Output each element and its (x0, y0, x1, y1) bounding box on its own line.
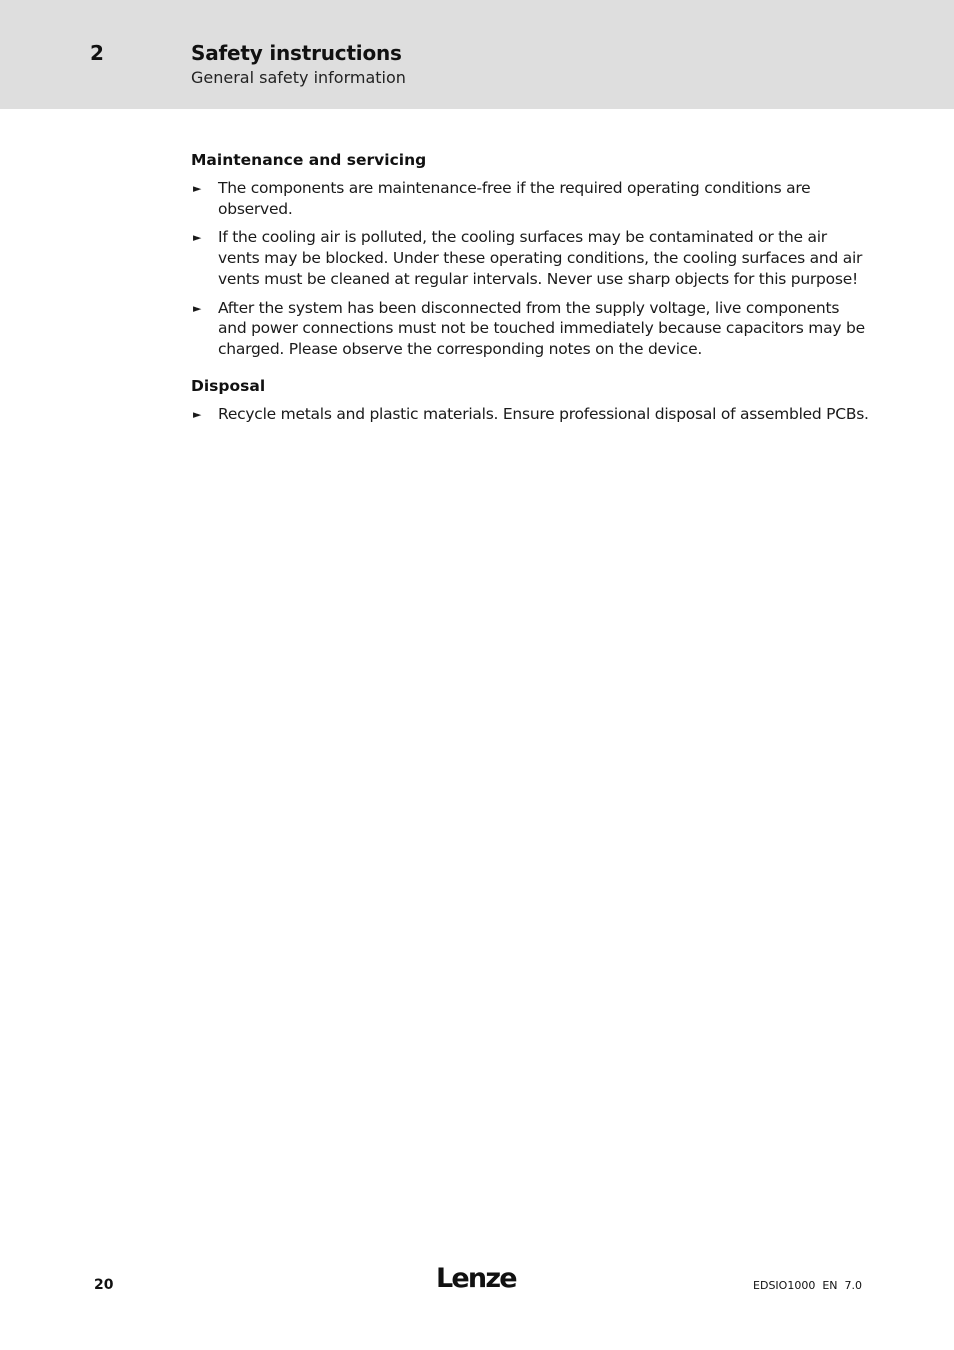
lenze-logo: Lenze (436, 1263, 516, 1294)
document-reference: EDSIO1000 EN 7.0 (753, 1279, 862, 1292)
list-item-text: The components are maintenance-free if the required operating conditions are observed. (218, 179, 811, 218)
chapter-title: Safety instructions (191, 41, 402, 65)
page-content (191, 150, 871, 432)
section-disposal (191, 376, 871, 425)
list-item (191, 298, 871, 360)
chapter-subtitle: General safety information (191, 68, 406, 87)
list-item-text: After the system has been disconnected from the supply voltage, live components and power connections must not be touched immediately because capacitors may be charged. Please observe the corresponding notes on the device. (218, 298, 865, 358)
list-item (191, 227, 871, 289)
list-item-text: Recycle metals and plastic materials. Ensure professional disposal of assembled PCBs. (218, 404, 869, 423)
triangle-right-icon: ► (193, 301, 202, 315)
page-number: 20 (94, 1277, 114, 1293)
list-item (191, 178, 871, 219)
section-maintenance (191, 150, 871, 360)
page-header (0, 0, 954, 109)
triangle-right-icon: ► (193, 182, 202, 195)
list-item-text: If the cooling air is polluted, the cooling surfaces may be contaminated or the air vents may be blocked. Under these operating conditions, the cooling surfaces and air vents must be cleaned at regular intervals. Never use sharp objects for this purpose! (218, 228, 863, 288)
list-item (191, 404, 871, 425)
triangle-right-icon: ► (193, 231, 202, 245)
chapter-number: 2 (90, 41, 104, 65)
triangle-right-icon: ► (193, 407, 202, 421)
section-heading: Maintenance and servicing (191, 151, 427, 169)
section-heading: Disposal (191, 376, 266, 395)
